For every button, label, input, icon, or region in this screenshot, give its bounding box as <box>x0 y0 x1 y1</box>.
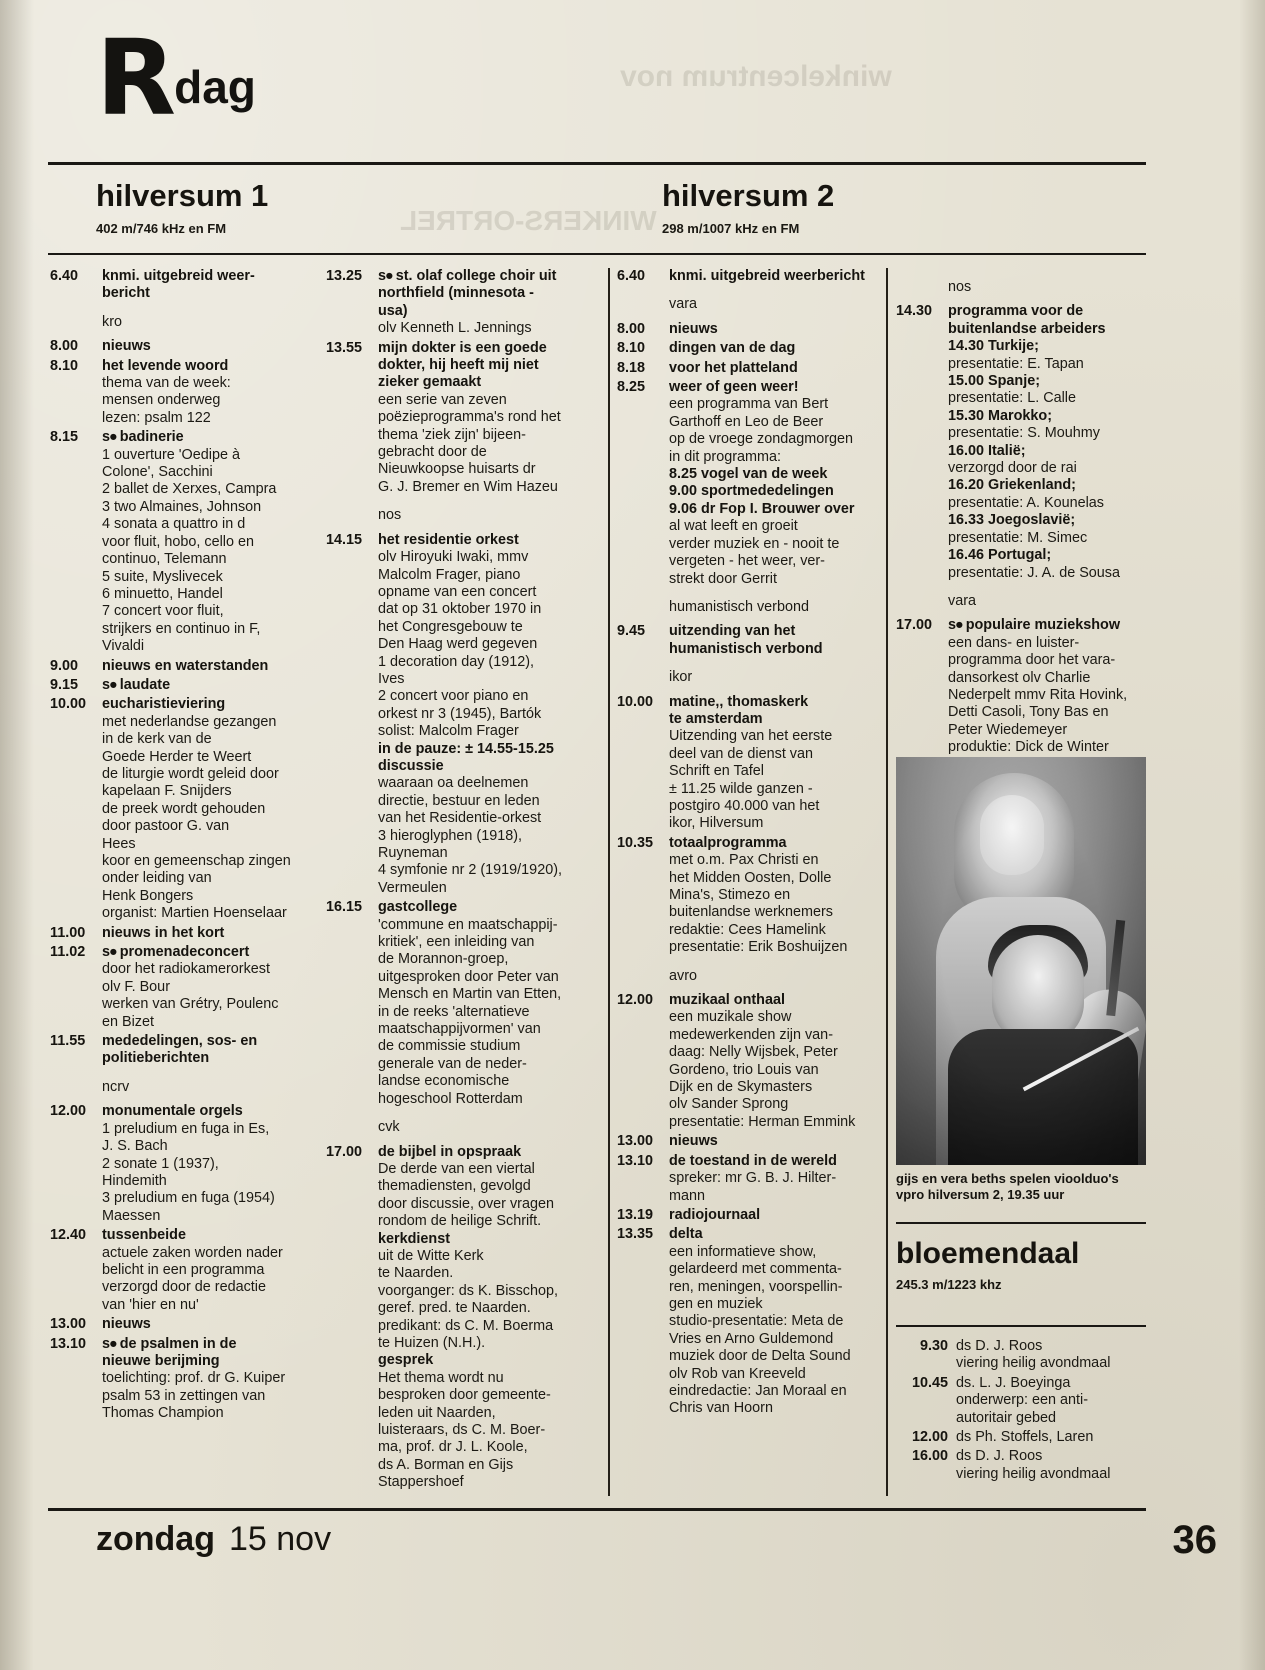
entry-time: 8.00 <box>617 320 646 337</box>
entry-time: 8.10 <box>50 357 79 374</box>
entry-time: 8.15 <box>50 429 79 446</box>
entry-body <box>378 532 598 898</box>
schedule-entry[interactable] <box>617 623 889 658</box>
entry-title: programma voor de buitenlandse arbeiders <box>948 303 1106 337</box>
entry-title: totaalprogramma <box>669 834 787 851</box>
entry-title: mijn dokter is een goede dokter, hij heeft mij niet zieker gemaakt <box>378 339 547 391</box>
entry-detail: actuele zaken worden nader belicht in een programma verzorgd door de redactie van 'hier en nu' <box>102 1244 283 1313</box>
schedule-entry[interactable] <box>50 1336 318 1423</box>
broadcaster-label: cvk <box>378 1119 400 1136</box>
entry-subtime: 16.00 Italië; <box>948 442 1026 459</box>
entry-detail-2: uit de Witte Kerk te Naarden. voorganger: ds K. Bisschop, geref. pred. te Naarden. predikant: ds C. M. Boerma te Huizen (N.H.). <box>378 1247 558 1351</box>
entry-body <box>669 1153 889 1205</box>
entry-time: 9.45 <box>617 623 646 640</box>
entry-detail: een dans- en luister- programma door het vara- dansorkest olv Charlie Nederpelt mmv Rita Hovink, Detti Casoli, Tony Bas en Peter Wiedemeyer produktie: Dick de Winter <box>948 634 1128 756</box>
entry-time: 9.00 <box>50 657 79 674</box>
entry-title: weer of geen weer! <box>669 379 799 396</box>
station-name: bloemendaal <box>896 1237 1080 1270</box>
entry-body <box>102 677 318 694</box>
entry-subtime: 15.30 Marokko; <box>948 407 1052 424</box>
entry-title: matine,, thomaskerk te amsterdam <box>669 693 809 727</box>
entry-title: gastcollege <box>378 899 458 916</box>
schedule-column-bloemendaal <box>896 1338 1146 1485</box>
entry-time: 13.35 <box>617 1226 654 1243</box>
schedule-entry[interactable] <box>326 532 598 898</box>
schedule-column-1 <box>50 268 318 1425</box>
entry-subtime: 8.25 vogel van de week 9.00 sportmededelingen 9.06 dr Fop I. Brouwer over <box>669 466 855 517</box>
entry-time: 13.10 <box>617 1152 654 1169</box>
schedule-entry[interactable] <box>896 617 1148 756</box>
entry-title: nieuws <box>669 1133 718 1150</box>
schedule-entry[interactable] <box>896 1338 1146 1373</box>
schedule-entry[interactable] <box>617 360 889 377</box>
entry-body <box>669 835 889 957</box>
entry-detail: spreker: mr G. B. J. Hilter- mann <box>669 1170 837 1204</box>
schedule-column-2 <box>326 268 598 1494</box>
schedule-entry[interactable] <box>617 340 889 357</box>
station-header-hilversum-1 <box>96 178 268 236</box>
entry-title: s● st. olaf college choir uit northfield (minnesota - usa) <box>378 268 598 320</box>
entry-title: eucharistieviering <box>102 696 226 713</box>
entry-body <box>102 658 318 675</box>
entry-body <box>102 696 318 922</box>
photo-gijs-en-vera-beths <box>896 757 1146 1165</box>
entry-title: knmi. uitgebreid weer- bericht <box>102 268 255 302</box>
schedule-entry[interactable] <box>50 268 318 303</box>
divider-bottom <box>48 1508 1146 1511</box>
schedule-entry[interactable] <box>50 338 318 355</box>
entry-subtime: 16.46 Portugal; <box>948 547 1052 564</box>
schedule-entry[interactable] <box>50 925 318 942</box>
broadcaster-label: kro <box>102 313 122 330</box>
schedule-entry[interactable] <box>50 677 318 694</box>
entry-title: nieuws en waterstanden <box>102 657 269 674</box>
entry-subheading-2: gesprek <box>378 1352 434 1369</box>
bleed-through-text: winkelcentrum nov <box>620 60 892 93</box>
station-header-bloemendaal <box>896 1237 1146 1292</box>
entry-detail-2: al wat leeft en groeit verder muziek en - nooit te vergeten - het weer, ver- strekt door Gerrit <box>669 518 840 587</box>
entry-subheading: in de pauze: ± 14.55-15.25 discussie <box>378 740 554 774</box>
bloemendaal-divider-bottom <box>896 1325 1146 1327</box>
entry-time: 12.00 <box>911 1429 948 1446</box>
entry-time: 13.19 <box>617 1206 654 1223</box>
entry-time: 9.15 <box>50 676 79 693</box>
entry-time: 12.00 <box>50 1103 87 1120</box>
entry-detail: een informatieve show, gelardeerd met commenta- ren, meningen, voorspellin- gen en muziek studio-presentatie: Meta de Vries en Arno Guldemond muziek door de Delta Sound olv Rob van Kreeveld eindredactie: Jan Moraal en Chris van Hoorn <box>669 1243 851 1417</box>
entry-detail: een muzikale show medewerkenden zijn van- daag: Nelly Wijsbek, Peter Gordeno, trio Louis van Dijk en de Skymasters olv Sander Sprong presentatie: Herman Emmink <box>669 1009 856 1130</box>
entry-body <box>102 944 318 1031</box>
entry-time: 10.00 <box>617 693 654 710</box>
entry-subtime: 14.30 Turkije; <box>948 338 1039 355</box>
entry-time: 11.00 <box>50 924 86 941</box>
schedule-entry[interactable] <box>50 696 318 922</box>
entry-body <box>378 1144 598 1492</box>
schedule-entry[interactable] <box>50 1227 318 1314</box>
schedule-entry[interactable] <box>617 321 889 338</box>
entry-body <box>102 1316 318 1333</box>
entry-title: nieuws in het kort <box>102 924 225 941</box>
entry-body <box>956 1448 1146 1483</box>
entry-title: tussenbeide <box>102 1227 186 1244</box>
entry-time: 13.10 <box>50 1335 87 1352</box>
schedule-entry[interactable] <box>617 268 889 285</box>
schedule-entry[interactable] <box>617 1153 889 1205</box>
entry-title: voor het platteland <box>669 359 798 376</box>
entry-body <box>956 1375 1146 1427</box>
entry-detail: ds. L. J. Boeyinga onderwerp: een anti- autoritair gebed <box>956 1374 1088 1426</box>
entry-title: de bijbel in opspraak <box>378 1143 522 1160</box>
entry-body <box>948 303 1148 582</box>
entry-body <box>669 379 889 588</box>
entry-body <box>102 268 318 303</box>
entry-title: knmi. uitgebreid weerbericht <box>669 268 865 284</box>
entry-body <box>102 1227 318 1314</box>
divider-under-stations <box>48 253 1146 255</box>
entry-detail: ds D. J. Roos viering heilig avondmaal <box>956 1448 1111 1482</box>
entry-detail: 1 ouverture 'Oedipe à Colone', Sacchini 2 ballet de Xerxes, Campra 3 two Almaines, Johnson 4 sonata a quattro in d voor fluit, hobo, cello en continuo, Telemann 5 suite, Myslivecek 6 minuetto, Handel 7 concert voor fluit, strijkers en continuo in F, Vivaldi <box>102 446 277 655</box>
entry-time: 6.40 <box>50 268 79 284</box>
schedule-entry[interactable] <box>50 1033 318 1068</box>
entry-subtime: 15.00 Spanje; <box>948 373 1040 390</box>
entry-title: s● badinerie <box>102 429 318 446</box>
entry-time: 12.00 <box>617 992 654 1009</box>
entry-body <box>669 1226 889 1417</box>
bloemendaal-divider-top <box>896 1222 1146 1224</box>
entry-time: 11.02 <box>50 944 86 961</box>
schedule-entry[interactable] <box>50 358 318 428</box>
entry-time: 10.35 <box>617 834 654 851</box>
entry-detail: een serie van zeven poëzieprogramma's rond het thema 'ziek zijn' bijeen- gebracht door de Nieuwkoopse huisarts dr G. J. Bremer en Wim Hazeu <box>378 391 561 495</box>
entry-body <box>669 1207 889 1224</box>
entry-body <box>948 617 1148 756</box>
schedule-entry[interactable] <box>50 1316 318 1333</box>
station-frequency: 402 m/746 kHz en FM <box>96 221 227 236</box>
entry-body <box>669 268 889 285</box>
schedule-entry[interactable] <box>896 1375 1146 1427</box>
column-divider-center <box>608 268 610 1496</box>
station-name: hilversum 2 <box>662 178 835 213</box>
entry-time: 13.00 <box>50 1316 87 1333</box>
entry-detail: Uitzending van het eerste deel van de dienst van Schrift en Tafel ± 11.25 wilde ganzen - postgiro 40.000 van het ikor, Hilversum <box>669 728 833 832</box>
broadcaster-label: avro <box>669 967 697 984</box>
page-number: 36 <box>1172 1518 1217 1562</box>
broadcaster-label: vara <box>669 296 697 313</box>
entry-title: muzikaal onthaal <box>669 992 785 1009</box>
photo-caption: gijs en vera beths spelen vioolduo's vpro hilversum 2, 19.35 uur <box>896 1171 1119 1202</box>
entry-time: 8.10 <box>617 340 646 357</box>
entry-subheading: kerkdienst <box>378 1230 450 1247</box>
entry-time: 17.00 <box>896 617 933 634</box>
broadcaster-label: ncrv <box>102 1078 130 1095</box>
masthead <box>96 17 256 139</box>
entry-detail: door het radiokamerorkest olv F. Bour werken van Grétry, Poulenc en Bizet <box>102 961 279 1030</box>
entry-title: uitzending van het humanistisch verbond <box>669 623 823 657</box>
entry-time: 13.00 <box>617 1133 654 1150</box>
entry-body <box>669 340 889 357</box>
schedule-entry[interactable] <box>50 1103 318 1225</box>
masthead-word: dag <box>174 61 256 114</box>
schedule-entry[interactable] <box>50 429 318 655</box>
schedule-entry[interactable] <box>617 1207 889 1224</box>
entry-detail: olv Kenneth L. Jennings <box>378 320 532 337</box>
entry-detail: 1 preludium en fuga in Es, J. S. Bach 2 sonate 1 (1937), Hindemith 3 preludium en fuga (1954) Maessen <box>102 1120 275 1224</box>
entry-time: 8.00 <box>50 338 79 355</box>
entry-body <box>669 992 889 1131</box>
entry-body <box>102 925 318 942</box>
entry-detail: toelichting: prof. dr G. Kuiper psalm 53 in zettingen van Thomas Champion <box>102 1370 286 1422</box>
entry-time: 8.18 <box>617 359 646 376</box>
entry-time: 6.40 <box>617 268 646 284</box>
entry-detail: presentatie: M. Simec <box>948 529 1088 546</box>
entry-body <box>102 1336 318 1423</box>
entry-detail: presentatie: S. Mouhmy <box>948 425 1100 442</box>
entry-detail-3: Het thema wordt nu besproken door gemeente- leden uit Naarden, luisteraars, ds C. M. Boer- ma, prof. dr J. L. Koole, ds A. Borman en Gijs Stappershoef <box>378 1369 551 1491</box>
entry-time: 14.15 <box>326 531 363 548</box>
entry-detail: presentatie: E. Tapan <box>948 355 1084 372</box>
entry-title: radiojournaal <box>669 1206 761 1223</box>
schedule-entry[interactable] <box>617 379 889 588</box>
entry-title: nieuws <box>102 1316 151 1333</box>
entry-time: 10.00 <box>50 696 87 713</box>
entry-time: 10.45 <box>911 1374 948 1391</box>
schedule-entry[interactable] <box>617 694 889 833</box>
entry-detail: De derde van een viertal themadiensten, gevolgd door discussie, over vragen rondom de heilige Schrift. <box>378 1160 554 1230</box>
entry-body <box>669 1133 889 1150</box>
entry-time: 13.55 <box>326 339 363 356</box>
footer-datetext: 15 nov <box>228 1520 332 1558</box>
entry-title: s● de psalmen in de nieuwe berijming <box>102 1336 318 1371</box>
entry-time: 8.25 <box>617 379 646 396</box>
footer-date <box>96 1520 331 1559</box>
entry-detail: verzorgd door de rai <box>948 460 1077 477</box>
entry-time: 16.15 <box>326 899 363 916</box>
schedule-entry[interactable] <box>617 835 889 957</box>
page-edge-shadow-right <box>1239 0 1265 1670</box>
entry-body <box>669 623 889 658</box>
schedule-entry[interactable] <box>326 1144 598 1492</box>
divider-top <box>48 162 1146 165</box>
station-frequency: 245.3 m/1223 khz <box>896 1277 1002 1292</box>
schedule-entry[interactable] <box>326 899 598 1108</box>
entry-title: nieuws <box>669 320 718 337</box>
schedule-column-3 <box>617 268 889 1420</box>
entry-title: het residentie orkest <box>378 531 519 548</box>
entry-detail: presentatie: L. Calle <box>948 390 1076 407</box>
entry-body <box>378 340 598 497</box>
station-frequency: 298 m/1007 kHz en FM <box>662 221 800 236</box>
broadcaster-label: nos <box>948 279 972 295</box>
footer-dayname: zondag <box>96 1520 215 1558</box>
entry-body <box>102 338 318 355</box>
schedule-entry[interactable] <box>896 1429 1146 1446</box>
schedule-entry[interactable] <box>617 1226 889 1417</box>
entry-detail: presentatie: J. A. de Sousa <box>948 564 1120 581</box>
broadcaster-label: vara <box>948 592 976 609</box>
schedule-entry[interactable] <box>326 340 598 497</box>
entry-body <box>102 1033 318 1068</box>
entry-title: mededelingen, sos- en politieberichten <box>102 1033 258 1067</box>
schedule-entry[interactable] <box>896 303 1148 582</box>
entry-title: delta <box>669 1226 703 1243</box>
broadcaster-label: humanistisch verbond <box>669 598 809 615</box>
entry-time: 12.40 <box>50 1227 87 1244</box>
broadcaster-label: ikor <box>669 669 693 686</box>
schedule-entry[interactable] <box>50 944 318 1031</box>
bleed-through-text-2: WINKERS-ORTREL <box>400 205 657 236</box>
schedule-entry[interactable] <box>617 1133 889 1150</box>
entry-detail: met nederlandse gezangen in de kerk van de Goede Herder te Weert de liturgie wordt geleid door kapelaan F. Snijders de preek wordt gehouden door pastoor G. van Hees koor en gemeenschap zingen onder leiding van Henk Bongers organist: Martien Hoenselaar <box>102 713 291 922</box>
entry-body <box>956 1338 1146 1373</box>
entry-title: s● promenadeconcert <box>102 944 318 961</box>
schedule-entry[interactable] <box>617 992 889 1131</box>
entry-title: monumentale orgels <box>102 1103 243 1120</box>
entry-title: s● populaire muziekshow <box>948 617 1148 634</box>
entry-title: dingen van de dag <box>669 340 796 357</box>
entry-body <box>669 694 889 833</box>
entry-time: 14.30 <box>896 303 933 320</box>
masthead-initial: R <box>96 17 173 139</box>
entry-time: 9.30 <box>919 1338 948 1354</box>
entry-subtime: 16.33 Joegoslavië; <box>948 512 1076 529</box>
entry-time: 16.00 <box>911 1448 948 1465</box>
entry-body <box>102 1103 318 1225</box>
station-name: hilversum 1 <box>96 178 269 213</box>
entry-detail: thema van de week: mensen onderweg lezen: psalm 122 <box>102 375 231 426</box>
entry-body <box>102 429 318 655</box>
entry-time: 11.55 <box>50 1033 86 1050</box>
schedule-column-4 <box>896 268 1148 778</box>
schedule-entry[interactable] <box>50 658 318 675</box>
entry-title: nieuws <box>102 338 151 355</box>
entry-detail: presentatie: A. Kounelas <box>948 494 1105 511</box>
entry-detail: met o.m. Pax Christi en het Midden Oosten, Dolle Mina's, Stimezo en buitenlandse werknemers redaktie: Cees Hamelink presentatie: Erik Boshuijzen <box>669 852 848 956</box>
entry-title: het levende woord <box>102 357 229 374</box>
entry-body <box>956 1429 1146 1446</box>
entry-body <box>669 360 889 377</box>
entry-title: de toestand in de wereld <box>669 1152 837 1169</box>
station-header-hilversum-2 <box>662 178 834 236</box>
broadcaster-label: nos <box>378 507 402 524</box>
entry-detail: ds D. J. Roos viering heilig avondmaal <box>956 1338 1111 1372</box>
entry-detail-2: waaraan oa deelnemen directie, bestuur en leden van het Residentie-orkest 3 hieroglyphen (1918), Ruyneman 4 symfonie nr 2 (1919/1920), Vermeulen <box>378 775 562 896</box>
entry-detail: ds Ph. Stoffels, Laren <box>956 1429 1094 1446</box>
entry-body <box>378 268 598 338</box>
photo-block <box>896 757 1146 1203</box>
entry-subtime: 16.20 Griekenland; <box>948 477 1076 494</box>
entry-detail: olv Hiroyuki Iwaki, mmv Malcolm Frager, piano opname van een concert dat op 31 oktober 1970 in het Congresgebouw te Den Haag werd gegeven 1 decoration day (1912), Ives 2 concert voor piano en orkest nr 3 (1945), Bartók solist: Malcolm Frager <box>378 549 542 740</box>
entry-body <box>102 358 318 428</box>
entry-body <box>378 899 598 1108</box>
entry-detail: een programma van Bert Garthoff en Leo de Beer op de vroege zondagmorgen in dit programma: <box>669 396 854 465</box>
entry-title: s● laudate <box>102 677 318 694</box>
entry-body <box>669 321 889 338</box>
schedule-entry[interactable] <box>896 1448 1146 1483</box>
entry-time: 17.00 <box>326 1143 363 1160</box>
page-edge-shadow-left <box>0 0 34 1670</box>
entry-time: 13.25 <box>326 268 363 284</box>
schedule-entry[interactable] <box>326 268 598 338</box>
entry-detail: 'commune en maatschappij- kritiek', een inleiding van de Morannon-groep, uitgesproken door Peter van Mensch en Martin van Etten, in de reeks 'alternatieve maatschappijvormen' van de commissie studium generale van de neder- landse economische hogeschool Rotterdam <box>378 916 562 1107</box>
